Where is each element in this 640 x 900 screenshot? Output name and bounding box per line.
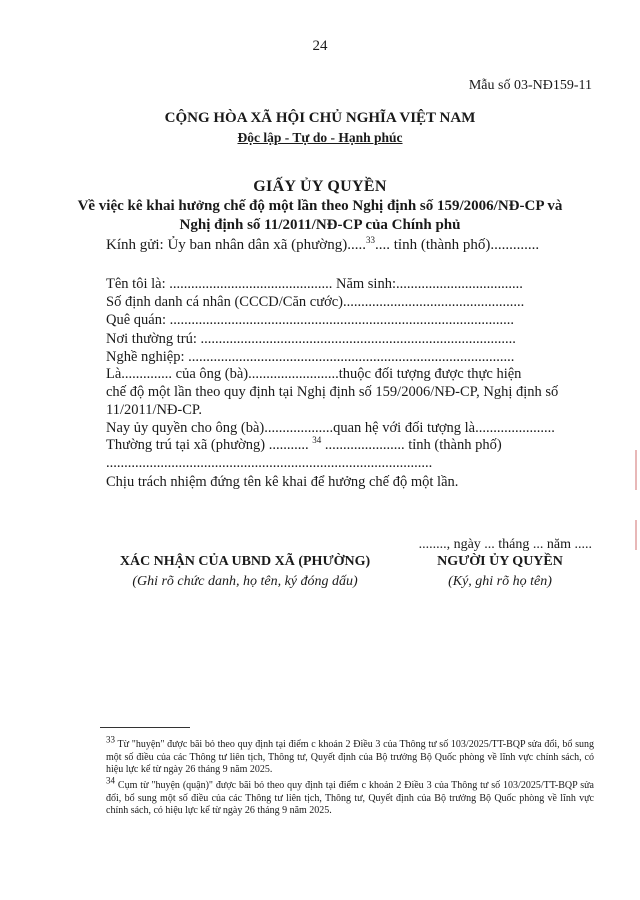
recipient-suffix: .... tỉnh (thành phố)............. <box>374 237 540 253</box>
scan-edge-mark <box>635 520 637 550</box>
commune-confirmation-note: (Ghi rõ chức danh, họ tên, ký đóng dấu) <box>132 574 358 589</box>
scan-edge-mark <box>635 450 637 490</box>
field-relation-line-2: chế độ một lần theo quy định tại Nghị định số 159/2006/NĐ-CP, Nghị định số <box>106 384 559 400</box>
motto <box>0 130 640 146</box>
footnote-33-text: Từ "huyện" được bãi bỏ theo quy định tại điểm c khoản 2 Điều 3 của Thông tư số 103/2025/TT-BQP sửa đổi, bổ sung một số điều của các Thông tư liên tịch, Thông tư, Quyết định của Bộ trưởng Bộ Quốc phòng về lĩnh vực chính sách, có hiệu lực kể từ ngày 26 tháng 9 năm 2025. <box>106 739 594 775</box>
field-authorized-address <box>106 437 502 454</box>
footnote-ref-33: 33 <box>365 235 375 245</box>
motto-text: Độc lập - Tự do - Hạnh phúc <box>237 130 403 145</box>
footnote-ref-34: 34 <box>312 435 322 446</box>
form-code: Mẫu số 03-NĐ159-11 <box>468 78 592 93</box>
document-subject-line-1: Về việc kê khai hưởng chế độ một lần theo Nghị định số 159/2006/NĐ-CP và <box>77 198 563 214</box>
footnote-34 <box>106 775 594 818</box>
authorizer-title: NGƯỜI ỦY QUYỀN <box>437 554 563 569</box>
address-suffix: ...................... tỉnh (thành phố) <box>321 437 502 453</box>
footnote-34-ref: 34 <box>106 775 115 786</box>
field-authorized-person: Nay ủy quyền cho ông (bà)...................quan hệ với đối tượng là...................... <box>106 420 555 436</box>
nation-header: CỘNG HÒA XÃ HỘI CHỦ NGHĨA VIỆT NAM <box>164 110 476 126</box>
commune-confirmation-title: XÁC NHẬN CỦA UBND XÃ (PHƯỜNG) <box>119 554 371 569</box>
field-name: Tên tôi là: ............................................. Năm sinh:................................... <box>106 276 523 292</box>
recipient-line <box>106 237 539 254</box>
field-residence: Nơi thường trú: ....................................................................................... <box>106 331 516 347</box>
address-prefix: Thường trú tại xã (phường) ........... <box>106 437 309 453</box>
document-subject-line-2: Nghị định số 11/2011/NĐ-CP của Chính phủ <box>179 217 461 233</box>
page-number: 24 <box>312 38 328 54</box>
field-hometown: Quê quán: ............................................................................................... <box>106 312 514 328</box>
responsibility-statement: Chịu trách nhiệm đứng tên kê khai để hưởng chế độ một lần. <box>106 474 459 490</box>
date-line: ........, ngày ... tháng ... năm ..... <box>418 537 592 552</box>
field-relation-line-3: 11/2011/NĐ-CP. <box>106 402 203 418</box>
field-address-continuation: .......................................................................................... <box>106 455 433 471</box>
field-relation-line-1: Là.............. của ông (bà).........................thuộc đối tượng được thực hiện <box>106 366 522 382</box>
footnote-34-text: Cụm từ "huyện (quận)" được bãi bỏ theo quy định tại điểm c khoản 2 Điều 3 của Thông tư số 103/2025/TT-BQP sửa đổi, bổ sung một số điều của các Thông tư liên tịch, Thông tư, Quyết định của Bộ trưởng Bộ Quốc phòng về lĩnh vực chính sách, có hiệu lực kể từ ngày 26 tháng 9 năm 2025. <box>106 780 594 816</box>
footnote-separator <box>100 727 190 728</box>
document-title: GIẤY ỦY QUYỀN <box>253 178 387 195</box>
recipient-prefix: Kính gửi: Ủy ban nhân dân xã (phường)..... <box>106 237 366 253</box>
footnote-33-ref: 33 <box>106 734 115 745</box>
authorizer-note: (Ký, ghi rõ họ tên) <box>448 574 552 589</box>
field-id-number: Số định danh cá nhân (CCCD/Căn cước).................................................. <box>106 294 525 310</box>
footnote-33 <box>106 734 594 777</box>
field-occupation: Nghề nghiệp: .......................................................................................... <box>106 349 515 365</box>
